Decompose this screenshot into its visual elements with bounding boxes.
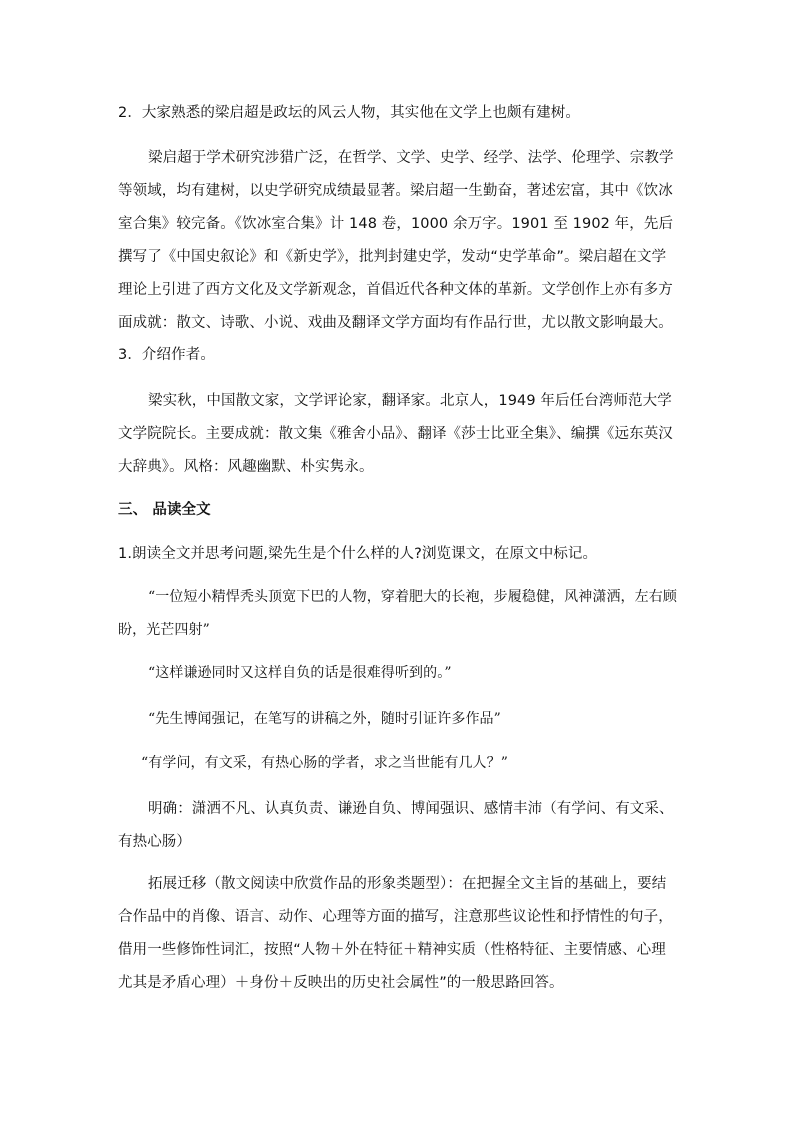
quote-2: “这样谦逊同时又这样自负的话是很难得听到的。” bbox=[148, 665, 452, 681]
extension-paragraph: 拓展迁移（散文阅读中欣赏作品的形象类题型）：在把握全文主旨的基础上，要结合作品中的肖像、语言、动作、心理等方面的描写，注意那些议论性和抒情性的句子，借用一些修饰性词汇，按照“人物＋外在特征＋精神实质（性格特征、主要情感、心理尤其是矛盾心理）＋身份＋反映出的历史社会属性”的一般思路回答。 bbox=[118, 876, 673, 991]
liang-qichao-paragraph: 梁启超于学术研究涉猎广泛，在哲学、文学、史学、经学、法学、伦理学、宗教学等领域，均有建树，以史学研究成绩最显著。梁启超一生勤奋，著述宏富，其中《饮冰室合集》较完备。《饮冰室合集》计 148 卷，1000 余万字。1901 至 1902 年，先后撰写了《中国史叙论》和《新史学》，批判封建史学，发动“史学革命”。梁启超在文学理论上引进了西方文化及文学新观念，首倡近代各种文体的革新。文学创作上亦有多方面成就：散文、诗歌、小说、戏曲及翻译文学方面均有作品行世，尤以散文影响最大。 bbox=[118, 150, 674, 331]
question-1-text: 1.朗读全文并思考问题,梁先生是个什么样的人?浏览课文，在原文中标记。 bbox=[118, 546, 598, 562]
answer-paragraph: 明确：潇洒不凡、认真负责、谦逊自负、博闻强识、感情丰沛（有学问、有文采、有热心肠） bbox=[118, 801, 674, 850]
section-heading: 三、 品读全文 bbox=[118, 502, 211, 518]
quote-3: “先生博闻强记，在笔写的讲稿之外，随时引证许多作品” bbox=[148, 711, 501, 727]
liang-shiqiu-paragraph: 梁实秋，中国散文家，文学评论家，翻译家。北京人，1949 年后任台湾师范大学文学院院长。主要成就：散文集《雅舍小品》、翻译《莎士比亚全集》、编撰《远东英汉大辞典》。风格：风趣幽默、朴实隽永。 bbox=[118, 393, 673, 475]
item-3-text: 3．介绍作者。 bbox=[118, 347, 215, 363]
quote-4: “有学问，有文采，有热心肠的学者，求之当世能有几人？” bbox=[141, 755, 509, 771]
item-2-text: 2．大家熟悉的梁启超是政坛的风云人物，其实他在文学上也颇有建树。 bbox=[118, 105, 580, 121]
quote-1: “一位短小精悍秃头顶宽下巴的人物，穿着肥大的长袍，步履稳健，风神潇洒，左右顾盼，光芒四射” bbox=[118, 589, 677, 638]
